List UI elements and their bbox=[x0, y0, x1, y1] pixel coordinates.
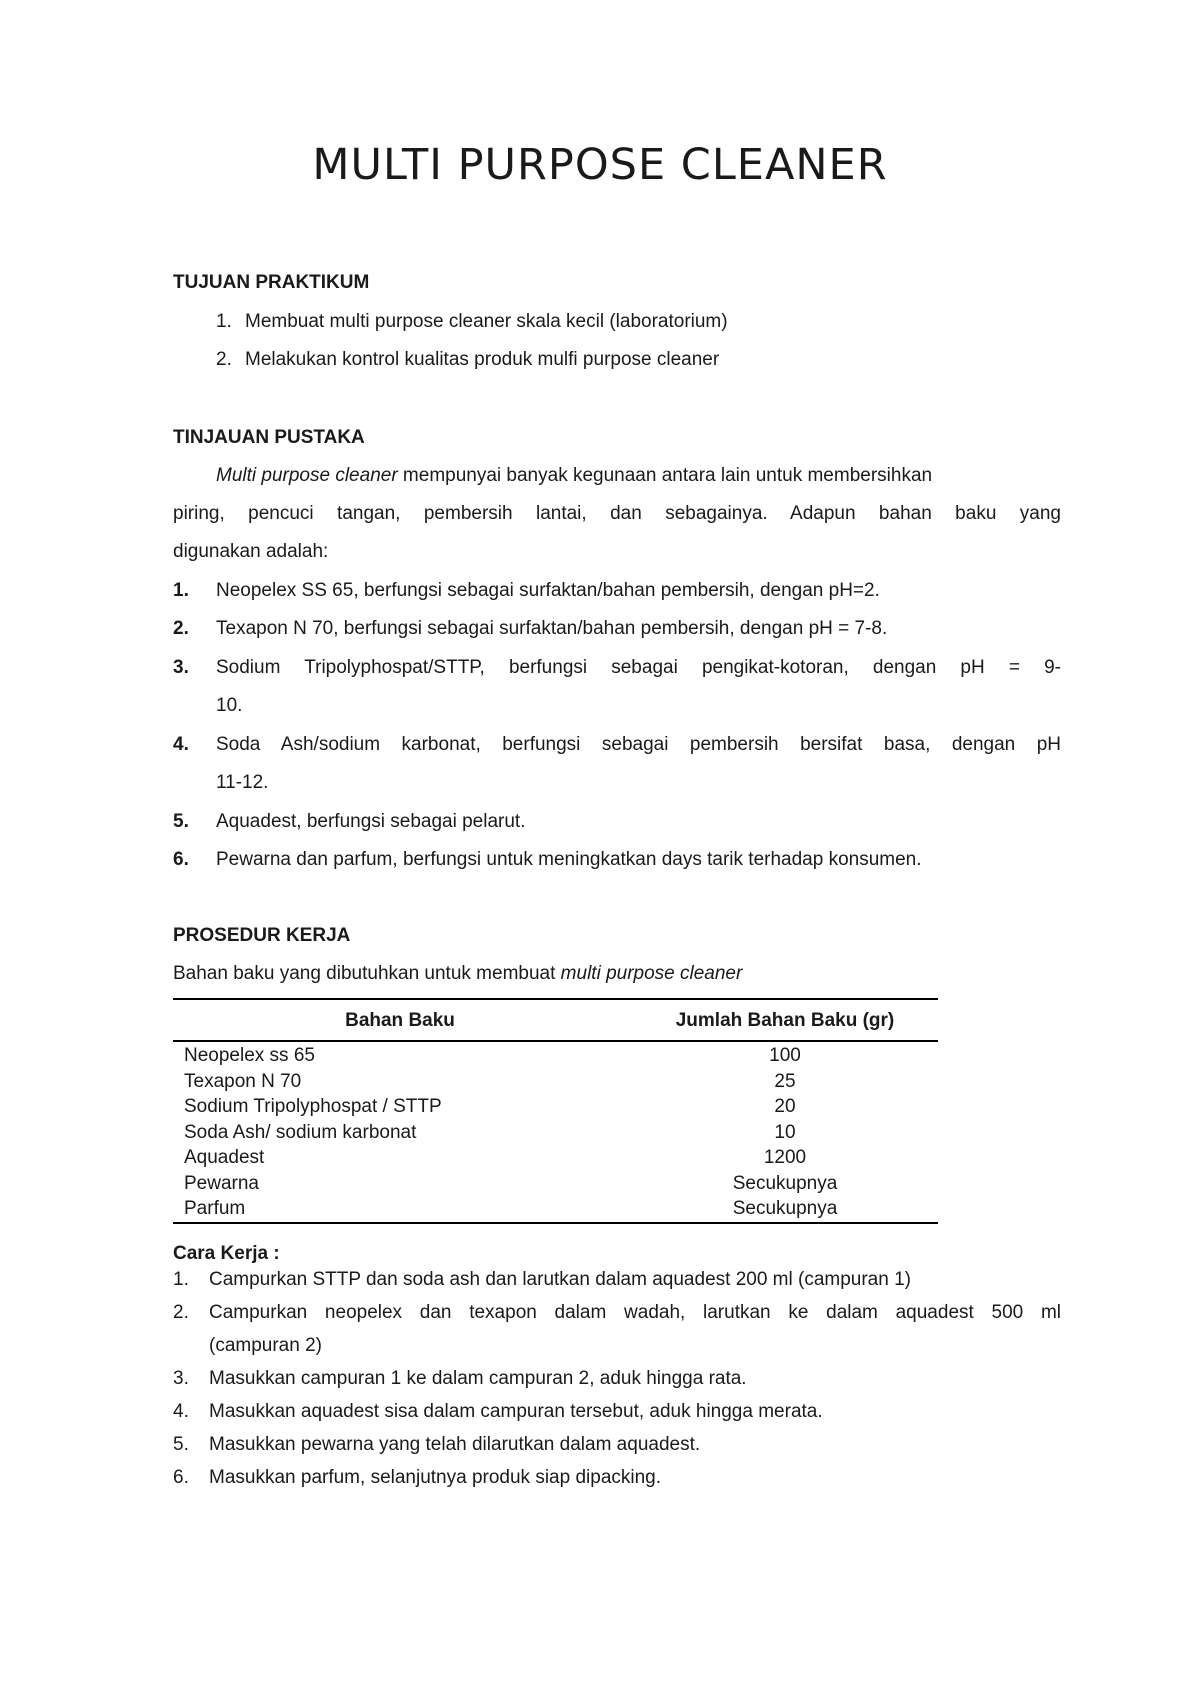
tinjauan-item-number: 6. bbox=[173, 849, 189, 870]
step-number: 3. bbox=[173, 1368, 189, 1389]
table-cell-jumlah: 100 bbox=[769, 1045, 801, 1066]
table-cell-bahan: Pewarna bbox=[184, 1173, 259, 1194]
table-caption-italic: multi purpose cleaner bbox=[560, 963, 743, 984]
tinjauan-item-text: Pewarna dan parfum, berfungsi untuk meningkatkan days tarik terhadap konsumen. bbox=[216, 849, 922, 870]
table-cell-bahan: Sodium Tripolyphospat / STTP bbox=[184, 1096, 442, 1117]
tinjauan-item-text: Soda Ash/sodium karbonat, berfungsi sebagai pembersih bersifat basa, dengan pH bbox=[216, 734, 1061, 755]
table-cell-jumlah: 10 bbox=[774, 1122, 796, 1143]
table-cell-jumlah: Secukupnya bbox=[732, 1173, 838, 1194]
step-text: Masukkan campuran 1 ke dalam campuran 2, aduk hingga rata. bbox=[209, 1368, 747, 1389]
step-text: Masukkan parfum, selanjutnya produk siap dipacking. bbox=[209, 1467, 662, 1488]
table-cell-bahan: Neopelex ss 65 bbox=[184, 1045, 315, 1066]
table-cell-bahan: Parfum bbox=[184, 1198, 246, 1219]
step-text: Campurkan STTP dan soda ash dan larutkan dalam aquadest 200 ml (campuran 1) bbox=[209, 1269, 911, 1290]
table-cell-jumlah: 25 bbox=[774, 1071, 796, 1092]
tinjauan-intro-rest: mempunyai banyak kegunaan antara lain untuk membersihkan bbox=[397, 465, 933, 486]
step-number: 2. bbox=[173, 1302, 189, 1323]
table-top-rule bbox=[173, 998, 938, 1000]
tinjauan-item-number: 5. bbox=[173, 811, 189, 832]
tinjauan-item-number: 3. bbox=[173, 657, 189, 678]
tinjauan-item-number: 1. bbox=[173, 580, 189, 601]
table-cell-bahan: Texapon N 70 bbox=[184, 1071, 302, 1092]
page-title: MULTI PURPOSE CLEANER bbox=[312, 140, 888, 190]
cara-kerja-heading: Cara Kerja : bbox=[173, 1243, 280, 1264]
tinjauan-intro-line-1 bbox=[216, 465, 1061, 487]
section-heading-tinjauan: TINJAUAN PUSTAKA bbox=[173, 427, 365, 448]
tinjauan-item-text: Neopelex SS 65, berfungsi sebagai surfaktan/bahan pembersih, dengan pH=2. bbox=[216, 580, 880, 601]
tinjauan-item-text-cont: 11-12. bbox=[216, 772, 269, 793]
tinjauan-intro-line-3: digunakan adalah: bbox=[173, 541, 329, 562]
tujuan-item-text: Melakukan kontrol kualitas produk mulfi purpose cleaner bbox=[245, 349, 720, 370]
table-caption bbox=[173, 963, 742, 985]
table-caption-text: Bahan baku yang dibutuhkan untuk membuat bbox=[173, 963, 561, 984]
tujuan-item-number: 1. bbox=[216, 311, 232, 332]
step-number: 1. bbox=[173, 1269, 189, 1290]
tinjauan-item-number: 2. bbox=[173, 618, 189, 639]
tinjauan-item-text: Texapon N 70, berfungsi sebagai surfaktan/bahan pembersih, dengan pH = 7-8. bbox=[216, 618, 888, 639]
table-cell-jumlah: 20 bbox=[774, 1096, 796, 1117]
table-header-jumlah: Jumlah Bahan Baku (gr) bbox=[675, 1010, 895, 1031]
step-text: Masukkan pewarna yang telah dilarutkan dalam aquadest. bbox=[209, 1434, 701, 1455]
step-number: 4. bbox=[173, 1401, 189, 1422]
table-cell-bahan: Aquadest bbox=[184, 1147, 265, 1168]
section-heading-tujuan: TUJUAN PRAKTIKUM bbox=[173, 272, 370, 293]
tinjauan-intro-italic: Multi purpose cleaner bbox=[216, 465, 398, 486]
table-cell-jumlah: 1200 bbox=[763, 1147, 807, 1168]
tinjauan-item-text: Sodium Tripolyphospat/STTP, berfungsi sebagai pengikat-kotoran, dengan pH = 9- bbox=[216, 657, 1061, 678]
step-text: Masukkan aquadest sisa dalam campuran tersebut, aduk hingga merata. bbox=[209, 1401, 823, 1422]
table-cell-jumlah: Secukupnya bbox=[732, 1198, 838, 1219]
tinjauan-item-number: 4. bbox=[173, 734, 189, 755]
step-number: 6. bbox=[173, 1467, 189, 1488]
table-header-bahan: Bahan Baku bbox=[345, 1010, 455, 1031]
tujuan-item-number: 2. bbox=[216, 349, 232, 370]
section-heading-prosedur: PROSEDUR KERJA bbox=[173, 925, 351, 946]
tinjauan-intro-line-2: piring, pencuci tangan, pembersih lantai, dan sebagainya. Adapun bahan baku yang bbox=[173, 503, 1061, 524]
table-cell-bahan: Soda Ash/ sodium karbonat bbox=[184, 1122, 417, 1143]
tujuan-item-text: Membuat multi purpose cleaner skala kecil (laboratorium) bbox=[245, 311, 728, 332]
tinjauan-item-text: Aquadest, berfungsi sebagai pelarut. bbox=[216, 811, 526, 832]
step-text-cont: (campuran 2) bbox=[209, 1335, 322, 1356]
table-bottom-rule bbox=[173, 1222, 938, 1224]
tinjauan-item-text-cont: 10. bbox=[216, 695, 243, 716]
table-header-rule bbox=[173, 1040, 938, 1042]
step-number: 5. bbox=[173, 1434, 189, 1455]
step-text: Campurkan neopelex dan texapon dalam wadah, larutkan ke dalam aquadest 500 ml bbox=[209, 1302, 1061, 1323]
